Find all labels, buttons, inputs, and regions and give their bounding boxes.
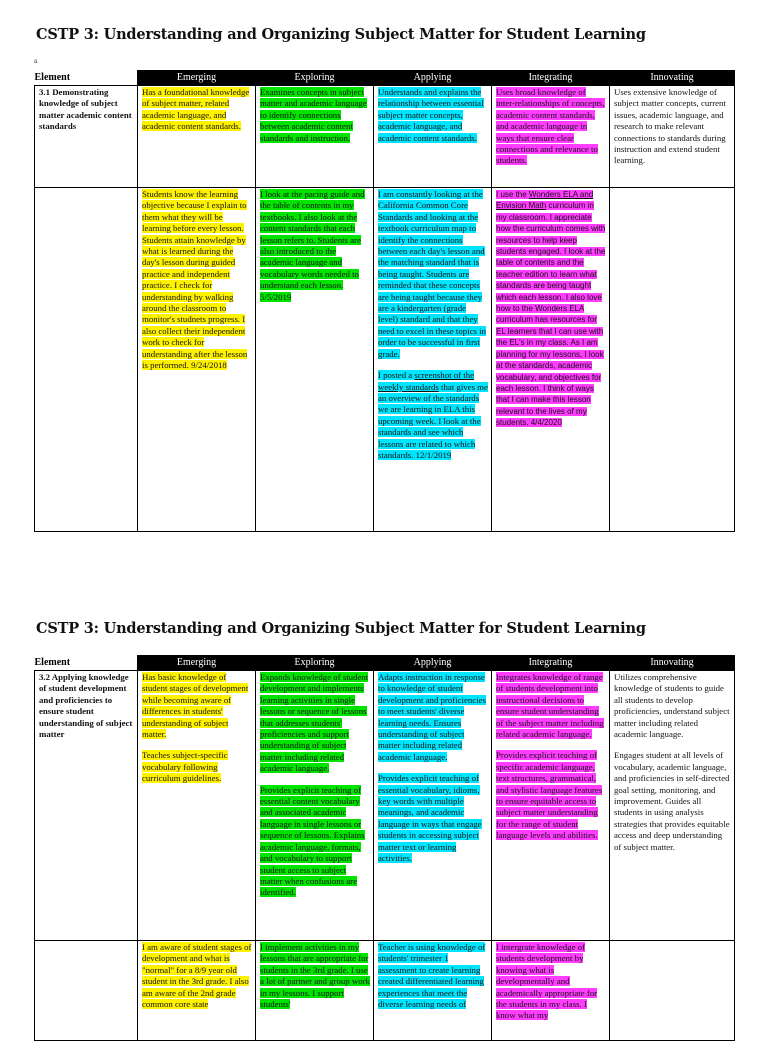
column-header-innovating: Innovating (610, 71, 735, 86)
rubric-table-3-2 (34, 655, 735, 1041)
applying-descriptor: Adapts instruction in response to knowledge of student development and proficiencies to meet students' diverse learning needs. Ensures understanding of subject matter including related academic language. Provides explicit teaching of essential vocabulary, idioms, key words with multiple meanings, and academic language in ways that engage students in accessing subject matter text or learning activities. (374, 671, 492, 941)
innovating-evidence (610, 941, 735, 1041)
column-header-innovating: Innovating (610, 656, 735, 671)
column-header-exploring: Exploring (256, 656, 374, 671)
table-header-row (35, 656, 735, 671)
column-header-element: Element (35, 656, 138, 671)
applying-descriptor: Understands and explains the relationship between essential subject matter concepts, academic language, and academic content standards. (374, 86, 492, 188)
column-header-emerging: Emerging (138, 71, 256, 86)
column-header-emerging: Emerging (138, 656, 256, 671)
element-3-1-label: 3.1 Demonstrating knowledge of subject matter academic content standards (35, 86, 138, 188)
element-cell-empty (35, 188, 138, 532)
column-header-applying: Applying (374, 71, 492, 86)
table-row (35, 86, 735, 188)
column-header-integrating: Integrating (492, 71, 610, 86)
exploring-descriptor: Expands knowledge of student development and implements learning activities in single lessons or sequence of lessons that addresses students' proficiencies and support understanding of subject matter including related academic language. Provides explicit teaching of essential content vocabulary and associated academic language in single lessons or sequence of lessons. Explains academic language, formats, and vocabulary to support student access to subject matter when confusions are identified. (256, 671, 374, 941)
column-header-exploring: Exploring (256, 71, 374, 86)
integrating-evidence: I use the Wonders ELA and Envision Math curriculum in my classroom. I appreciate how the curriculum comes with resources to help keep students engaged. I look at the table of contents and the teacher edition to learn what standards are being taught which each lesson. I also love how to the Wonders ELA curriculum has resources for EL learners that I can use with the EL's in my class. As I am planning for my lessons, I look at the standards, academic vocabulary, and objectives for each lesson. I think of ways that I can make this lesson relevant to the lives of my students. 4/4/2020 (492, 188, 610, 532)
emerging-evidence: Students know the learning objective because I explain to them what they will be learning before every lesson. Students attain knowledge by what is learned during the day's lesson during guided practice and independent practice. I check for understanding by walking around the classroom to monitor's studnets progress. I also collect their independent work to check for understanding after the lesson is performed. 9/24/2018 (138, 188, 256, 532)
innovating-descriptor: Utilizes comprehensive knowledge of students to guide all students to develop proficiencies, understand subject matter including related academic language. Engages student at all levels of vocabulary, academic language, and proficiencies in self-directed goal setting, monitoring, and improvement. Guides all students in using analysis strategies that provides equitable access and deep understanding of subject matter. (610, 671, 735, 941)
column-header-applying: Applying (374, 656, 492, 671)
emerging-descriptor: Has a foundational knowledge of subject matter, related academic language, and academic content standards. (138, 86, 256, 188)
innovating-evidence (610, 188, 735, 532)
integrating-descriptor: Uses broad knowledge of inter-relationships of concepts, academic content standards, and academic language in ways that ensure clear connections and relevance to students. (492, 86, 610, 188)
small-mark: a (34, 58, 38, 65)
exploring-evidence: I implement activities in my lessons that are appropriate for students in the 3rd grade. I use a lot of partner and group work in my lessons. I support students' (256, 941, 374, 1041)
table-row (35, 188, 735, 532)
exploring-descriptor: Examines concepts in subject matter and academic language to identify connections between academic content standards and instruction. (256, 86, 374, 188)
table-header-row (35, 71, 735, 86)
wonders-curriculum-link[interactable]: Wonders ELA and Envision Math (496, 190, 594, 211)
applying-evidence: I am constantly looking at the California Common Core Standards and looking at the textbook curriculum map to identify the connections between each day's lesson and the matching standard that is being taught. Students are reminded that these concepts are being taught because they are a kindergarten (grade level) standard and that they need to excel in these topics in order to be successful in first grade. I posted a screenshot of the weekly standards that gives me an overview of the standards we are learning in ELA this upcoming week. I look at the standards and see which lessons are related to which standards. 12/1/2019 (374, 188, 492, 532)
applying-evidence: Teacher is using knowledge of students' trimester 1 assessment to create learning created differentiated learning experiences that meet the diverse learning needs of (374, 941, 492, 1041)
weekly-standards-link[interactable]: screenshot of the weekly standards (378, 370, 475, 392)
exploring-evidence: I look at the pacing guide and the table of contents in my textbooks. I also look at the content standards that each lesson refers to. Students are also introduced to the academic language and vocabulary words needed to understand each lesson. 5/5/2019 (256, 188, 374, 532)
emerging-descriptor: Has basic knowledge of student stages of development while becoming aware of differences in students' understanding of subject matter. Teaches subject-specific vocabulary following curriculum guidelines. (138, 671, 256, 941)
innovating-descriptor: Uses extensive knowledge of subject matter concepts, current issues, academic language, and research to make relevant connections to standards during instruction and extend student learning. (610, 86, 735, 188)
table-row (35, 941, 735, 1041)
page-title: CSTP 3: Understanding and Organizing Subject Matter for Student Learning (36, 26, 646, 43)
element-cell-empty (35, 941, 138, 1041)
page-title-2: CSTP 3: Understanding and Organizing Subject Matter for Student Learning (36, 620, 646, 637)
column-header-element: Element (35, 71, 138, 86)
table-row (35, 671, 735, 941)
element-3-2-label: 3.2 Applying knowledge of student development and proficiencies to ensure student understanding of subject matter (35, 671, 138, 941)
integrating-evidence: I intergrate knowledge of students development by knowing what is developmentally and academically appropriate for the students in my class. I know what my (492, 941, 610, 1041)
column-header-integrating: Integrating (492, 656, 610, 671)
rubric-table-3-1 (34, 70, 735, 532)
emerging-evidence: I am aware of student stages of development and what is "normal" for a 8/9 year old student in the 3rd grade. I also am aware of the 2nd grade common core state (138, 941, 256, 1041)
integrating-descriptor: Integrates knowledge of range of students development into instructional decisions to ensure student understanding of the subject matter including related academic language. Provides explicit teaching of specific academic language, text structures, grammatical, and stylistic language features to ensure equitable access to subject matter understanding for the range of student language levels and abilities. (492, 671, 610, 941)
